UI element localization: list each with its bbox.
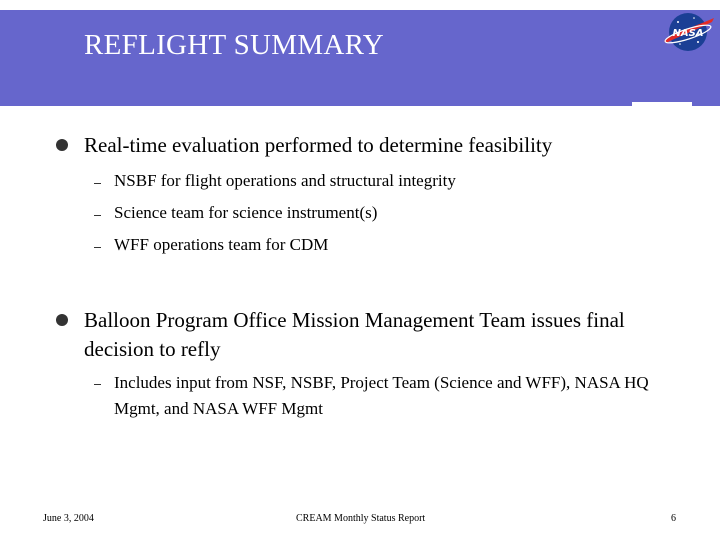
bullet-2-text: Balloon Program Office Mission Management Team issues final decision to refly xyxy=(84,308,625,361)
sub-bullet-2-1: Includes input from NSF, NSBF, Project Team (Science and WFF), NASA HQ Mgmt, and NASA WFF Mgmt xyxy=(114,373,649,418)
dash-icon xyxy=(94,215,101,216)
bullet-dot-icon xyxy=(56,314,68,326)
slide-title: REFLIGHT SUMMARY xyxy=(84,29,384,61)
nasa-meatball-icon xyxy=(660,8,716,56)
bullet-dot-icon xyxy=(56,139,68,151)
dash-icon xyxy=(94,183,101,184)
nasa-logo-text: NASA xyxy=(672,28,704,39)
sub-bullet-1-1: NSBF for flight operations and structural integrity xyxy=(114,171,456,190)
bullet-1-text: Real-time evaluation performed to determine feasibility xyxy=(84,133,553,157)
dash-icon xyxy=(94,247,101,248)
footer-date: June 3, 2004 xyxy=(43,513,94,524)
dash-icon xyxy=(94,384,101,385)
sub-bullet-1-2: Science team for science instrument(s) xyxy=(114,203,378,222)
footer-report-title: CREAM Monthly Status Report xyxy=(296,513,426,524)
sub-bullet-1-3: WFF operations team for CDM xyxy=(114,235,329,254)
page-number: 6 xyxy=(671,513,676,524)
